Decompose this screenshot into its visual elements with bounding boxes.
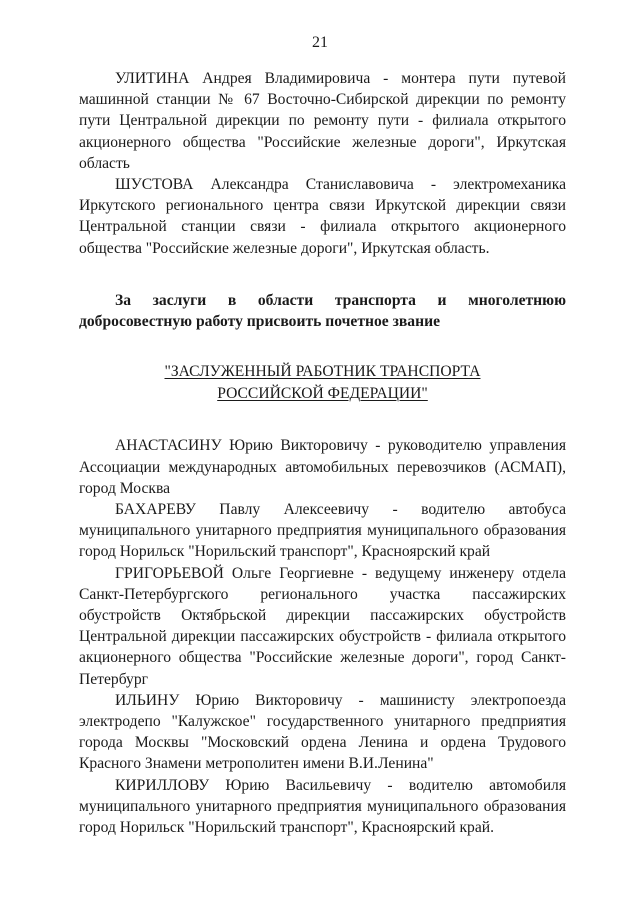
award-statement: За заслуги в области транспорта и многолетнюю добросовестную работу присвоить почетное звание [79, 291, 566, 331]
spacer [79, 404, 566, 435]
award-recipient-paragraph: КИРИЛЛОВУ Юрию Васильевичу - водителю автомобиля муниципального унитарного предприятия муниципального образования город Норильск "Норильский транспорт", Красноярский край. [79, 776, 566, 837]
award-recipient-paragraph: УЛИТИНА Андрея Владимировича - монтера пути путевой машинной станции № 67 Восточно-Сибирской дирекции по ремонту пути Центральной дирекции по ремонту пути - филиала открытого акционерного общества "Российские железные дороги", Иркутская область [79, 70, 566, 172]
page-number: 21 [312, 34, 328, 51]
award-recipient-paragraph: ГРИГОРЬЕВОЙ Ольге Георгиевне - ведущему инженеру отдела Санкт-Петербургского регионального участка пассажирских обустройств Октябрьской дирекции пассажирских обустройств Центральной дирекции пассажирских обустройств - филиала открытого акционерного общества "Российские железные дороги", город Санкт-Петербург [79, 564, 566, 688]
award-recipient-paragraph: ШУСТОВА Александра Станиславовича - электромеханика Иркутского регионального центра связи Иркутской дирекции связи Центральной станции связи - филиала открытого акционерного общества "Российские железные дороги", Иркутская область. [79, 176, 566, 257]
honorary-title-line: "ЗАСЛУЖЕННЫЙ РАБОТНИК ТРАНСПОРТА [164, 363, 481, 381]
honorary-title-line: РОССИЙСКОЙ ФЕДЕРАЦИИ" [217, 384, 428, 402]
award-recipient-paragraph: БАХАРЕВУ Павлу Алексеевичу - водителю автобуса муниципального унитарного предприятия муниципального образования город Норильск "Норильский транспорт", Красноярский край [79, 501, 566, 561]
award-recipient-paragraph: АНАСТАСИНУ Юрию Викторовичу - руководителю управления Ассоциации международных автомобильных перевозчиков (АСМАП), город Москва [79, 437, 566, 497]
award-recipient-paragraph: ИЛЬИНУ Юрию Викторовичу - машинисту электропоезда электродепо "Калужское" государственного унитарного предприятия города Москвы "Московский ордена Ленина и ордена Трудового Красного Знамени метрополитен имени В.И.Ленина" [79, 691, 566, 773]
document-body [79, 68, 566, 838]
honorary-title [79, 361, 566, 404]
